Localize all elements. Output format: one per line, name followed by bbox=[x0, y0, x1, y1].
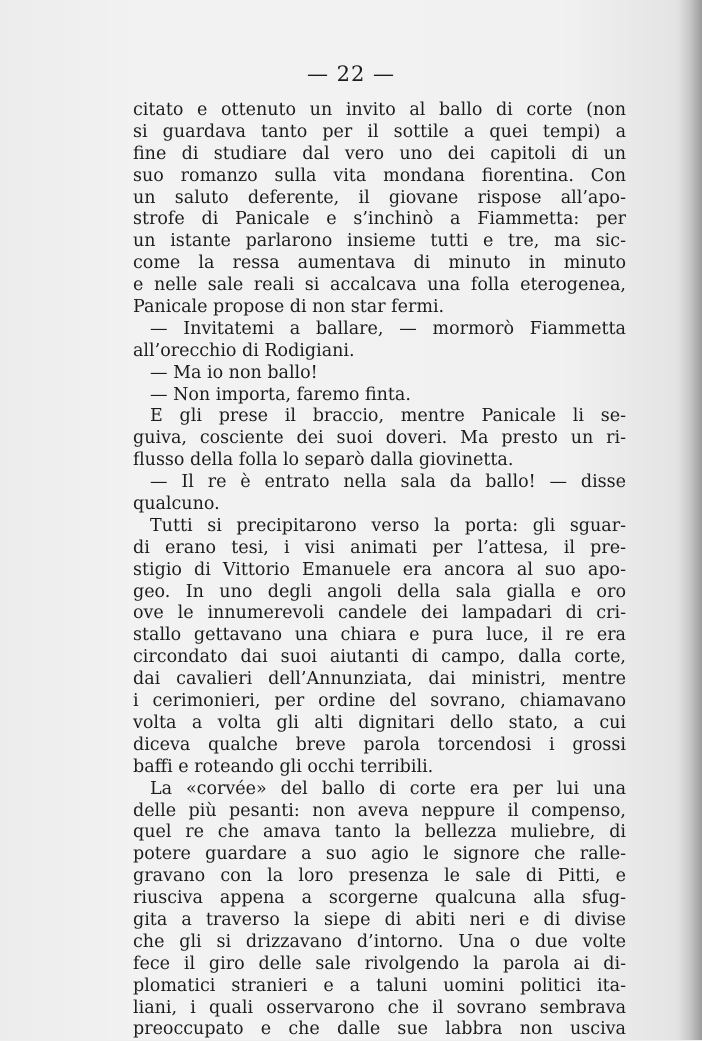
text-line: si guardava tanto per il sottile a quei tempi) a bbox=[133, 121, 626, 142]
text-line: strofe di Panicale e s’inchinò a Fiammetta: per bbox=[133, 209, 626, 230]
text-line: i cerimonieri, per ordine del sovrano, chiamavano bbox=[133, 691, 626, 712]
text-line: potere guardare a suo agio le signore che ralle- bbox=[133, 844, 626, 865]
text-line: stallo gettavano una chiara e pura luce, il re era bbox=[133, 625, 626, 646]
text-line: guiva, cosciente dei suoi doveri. Ma presto un ri- bbox=[133, 428, 626, 449]
text-line: volta a volta gli alti dignitari dello stato, a cui bbox=[133, 712, 626, 733]
text-line: circondato dai suoi aiutanti di campo, dalla corte, bbox=[133, 647, 626, 668]
text-line: quel re che amava tanto la bellezza muliebre, di bbox=[133, 822, 626, 843]
text-line: all’orecchio di Rodigiani. bbox=[133, 340, 355, 361]
text-line: Tutti si precipitarono verso la porta: gli sguar- bbox=[150, 515, 626, 536]
text-line: suo romanzo sulla vita mondana fiorentina. Con bbox=[133, 165, 626, 186]
text-line: — Non importa, faremo finta. bbox=[150, 384, 411, 405]
text-line: riusciva appena a scorgerne qualcuna alla sfug- bbox=[133, 888, 626, 909]
text-line: liani, i quali osservarono che il sovrano sembrava bbox=[133, 997, 626, 1018]
text-line: — Il re è entrato nella sala da ballo! — disse bbox=[150, 472, 626, 493]
text-line: plomatici stranieri e a taluni uomini politici ita- bbox=[133, 975, 626, 996]
text-line: gravano con la loro presenza le sale di Pitti, e bbox=[133, 866, 626, 887]
text-line: e nelle sale reali si accalcava una folla eterogenea, bbox=[133, 275, 626, 296]
page-edge-shadow bbox=[678, 0, 702, 1040]
text-line: come la ressa aumentava di minuto in minuto bbox=[133, 253, 626, 274]
text-line: flusso della folla lo separò dalla giovinetta. bbox=[133, 450, 514, 471]
text-line: fece il giro delle sale rivolgendo la parola ai di- bbox=[133, 953, 626, 974]
text-line: geo. In uno degli angoli della sala gialla e oro bbox=[133, 581, 626, 602]
text-line: E gli prese il braccio, mentre Panicale li se- bbox=[150, 406, 626, 427]
text-line: ove le innumerevoli candele dei lampadari di cri- bbox=[133, 603, 626, 624]
text-line: un istante parlarono insieme tutti e tre, ma sic- bbox=[133, 231, 626, 252]
text-line: delle più pesanti: non aveva neppure il compenso, bbox=[133, 800, 626, 821]
text-line: Panicale propose di non star fermi. bbox=[133, 297, 445, 318]
text-line: gita a traverso la siepe di abiti neri e di divise bbox=[133, 909, 626, 930]
text-line: stigio di Vittorio Emanuele era ancora al suo apo- bbox=[133, 559, 626, 580]
text-line: La «corvée» del ballo di corte era per lui una bbox=[150, 778, 626, 799]
text-line: dai cavalieri dell’Annunziata, dai ministri, mentre bbox=[133, 669, 626, 690]
text-line: baffi e roteando gli occhi terribili. bbox=[133, 756, 434, 777]
text-line: qualcuno. bbox=[133, 494, 220, 515]
text-line: diceva qualche breve parola torcendosi i grossi bbox=[133, 734, 626, 755]
text-line: fine di studiare dal vero uno dei capitoli di un bbox=[133, 143, 626, 164]
text-line: — Ma io non ballo! bbox=[150, 362, 318, 383]
text-line: un saluto deferente, il giovane rispose all’apo- bbox=[133, 187, 626, 208]
text-line: citato e ottenuto un invito al ballo di corte (non bbox=[133, 100, 626, 120]
text-line: di erano tesi, i visi animati per l’attesa, il pre- bbox=[133, 537, 626, 558]
text-line: preoccupato e che dalle sue labbra non usciva bbox=[133, 1019, 626, 1040]
text-line: — Invitatemi a ballare, — mormorò Fiammetta bbox=[150, 318, 626, 339]
page-number: — 22 — bbox=[306, 62, 396, 86]
body-text bbox=[133, 100, 626, 1041]
text-line: che gli si drizzavano d’intorno. Una o due volte bbox=[133, 931, 626, 952]
